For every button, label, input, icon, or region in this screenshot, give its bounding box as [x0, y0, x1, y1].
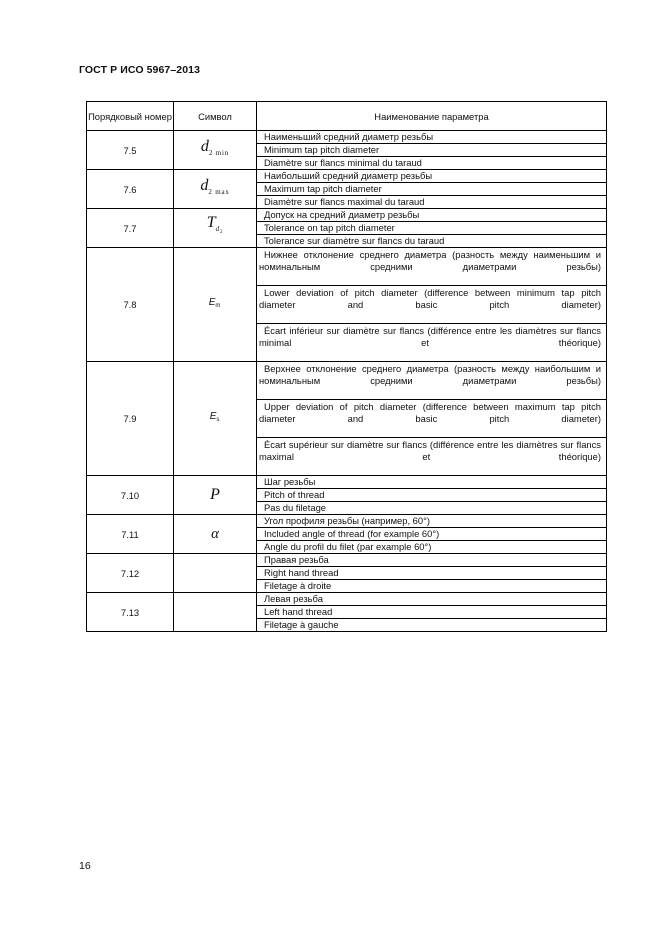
symbol-subscript: 2 max	[208, 188, 230, 196]
row-symbol	[174, 593, 257, 632]
parameter-name-fr: Écart inférieur sur diamètre sur flancs (différence entre les diamètres sur flancs minimal et théorique)	[259, 325, 601, 348]
symbol-base: d	[200, 177, 209, 194]
parameter-name-en: Minimum tap pitch diameter	[257, 144, 606, 157]
row-number: 7.10	[87, 476, 174, 515]
parameters-table	[86, 101, 607, 632]
parameter-name-fr: Filetage à droite	[264, 580, 332, 591]
column-header-name: Наименование параметра	[257, 102, 607, 131]
column-header-symbol: Символ	[174, 102, 257, 131]
parameter-name-fr: Écart supérieur sur diamètre sur flancs (différence entre les diamètres sur flancs maximal et théorique)	[259, 439, 601, 462]
column-header-number: Порядковый номер	[87, 102, 174, 131]
row-symbol	[174, 515, 257, 554]
row-number: 7.8	[87, 248, 174, 362]
row-number: 7.12	[87, 554, 174, 593]
symbol-base: P	[210, 486, 220, 503]
row-names	[257, 554, 607, 593]
symbol-formula	[210, 411, 220, 422]
table-row	[87, 209, 607, 248]
row-symbol	[174, 476, 257, 515]
parameter-name-fr: Filetage à gauche	[264, 619, 339, 630]
row-names	[257, 131, 607, 170]
parameter-name-fr: Diamètre sur flancs maximal du taraud	[264, 196, 425, 207]
page-number: 16	[79, 860, 91, 872]
symbol-formula	[200, 177, 229, 194]
page-header-standard-id: ГОСТ Р ИСО 5967–2013	[79, 64, 201, 76]
parameter-name-en: Pitch of thread	[257, 489, 606, 502]
row-names	[257, 170, 607, 209]
table-row	[87, 248, 607, 362]
row-names	[257, 476, 607, 515]
row-names	[257, 248, 607, 362]
parameter-name-ru: Наибольший средний диаметр резьбы	[257, 170, 606, 183]
table-body	[87, 131, 607, 632]
symbol-subscript: s	[216, 417, 221, 423]
row-number: 7.7	[87, 209, 174, 248]
symbol-subsubscript: 2	[219, 230, 224, 235]
parameter-name-en: Tolerance on tap pitch diameter	[257, 222, 606, 235]
parameter-name-ru: Верхнее отклонение среднего диаметра (разность между наибольшим и номинальным средними диаметрами резьбы)	[257, 362, 606, 400]
table-row	[87, 362, 607, 476]
parameter-name-ru: Допуск на средний диаметр резьбы	[257, 209, 606, 222]
symbol-base: d	[200, 138, 209, 155]
symbol-formula	[209, 297, 221, 308]
table-row	[87, 593, 607, 632]
table-row	[87, 554, 607, 593]
row-symbol	[174, 362, 257, 476]
row-number: 7.11	[87, 515, 174, 554]
parameter-name-ru: Левая резьба	[257, 593, 606, 606]
row-names	[257, 209, 607, 248]
parameter-name-ru: Нижнее отклонение среднего диаметра (разность между наименьшим и номинальным средними диаметрами резьбы)	[257, 248, 606, 286]
parameter-name-ru: Угол профиля резьбы (например, 60°)	[257, 515, 606, 528]
symbol-formula	[211, 526, 219, 542]
row-symbol	[174, 131, 257, 170]
parameter-name-en: Lower deviation of pitch diameter (difference between minimum tap pitch diameter and basic pitch diameter)	[257, 286, 606, 324]
row-names	[257, 362, 607, 476]
parameter-name-ru: Наименьший средний диаметр резьбы	[257, 131, 606, 144]
parameter-name-fr: Tolerance sur diamètre sur flancs du taraud	[264, 235, 445, 246]
parameter-name-en: Maximum tap pitch diameter	[257, 183, 606, 196]
row-names	[257, 593, 607, 632]
parameter-name-ru: Правая резьба	[257, 554, 606, 567]
symbol-formula	[201, 138, 229, 155]
row-symbol	[174, 248, 257, 362]
parameter-name-en: Right hand thread	[257, 567, 606, 580]
parameter-name-fr: Angle du profil du filet (par example 60°)	[264, 541, 432, 552]
table-header-row	[87, 102, 607, 131]
symbol-subscript: 2 min	[208, 149, 230, 157]
parameter-name-ru: Шаг резьбы	[257, 476, 606, 489]
symbol-base: T	[206, 214, 216, 231]
row-number: 7.9	[87, 362, 174, 476]
table-row	[87, 476, 607, 515]
row-symbol	[174, 170, 257, 209]
table-row	[87, 131, 607, 170]
symbol-base: E	[209, 411, 217, 422]
table-row	[87, 170, 607, 209]
symbol-base: E	[208, 297, 216, 308]
row-number: 7.6	[87, 170, 174, 209]
row-names	[257, 515, 607, 554]
symbol-base: α	[211, 526, 219, 542]
table-row	[87, 515, 607, 554]
symbol-formula	[210, 486, 220, 503]
symbol-subscript-main: d	[215, 225, 220, 233]
symbol-subscript: m	[215, 303, 222, 309]
row-number: 7.13	[87, 593, 174, 632]
row-number: 7.5	[87, 131, 174, 170]
symbol-formula	[206, 214, 224, 235]
parameter-name-fr: Pas du filetage	[264, 502, 327, 513]
parameter-name-en: Left hand thread	[257, 606, 606, 619]
row-symbol	[174, 209, 257, 248]
symbol-subscript	[216, 225, 224, 233]
parameter-name-en: Upper deviation of pitch diameter (difference between maximum tap pitch diameter and basic pitch diameter)	[257, 400, 606, 438]
parameter-name-en: Included angle of thread (for example 60°)	[257, 528, 606, 541]
parameter-name-fr: Diamètre sur flancs minimal du taraud	[264, 157, 422, 168]
row-symbol	[174, 554, 257, 593]
